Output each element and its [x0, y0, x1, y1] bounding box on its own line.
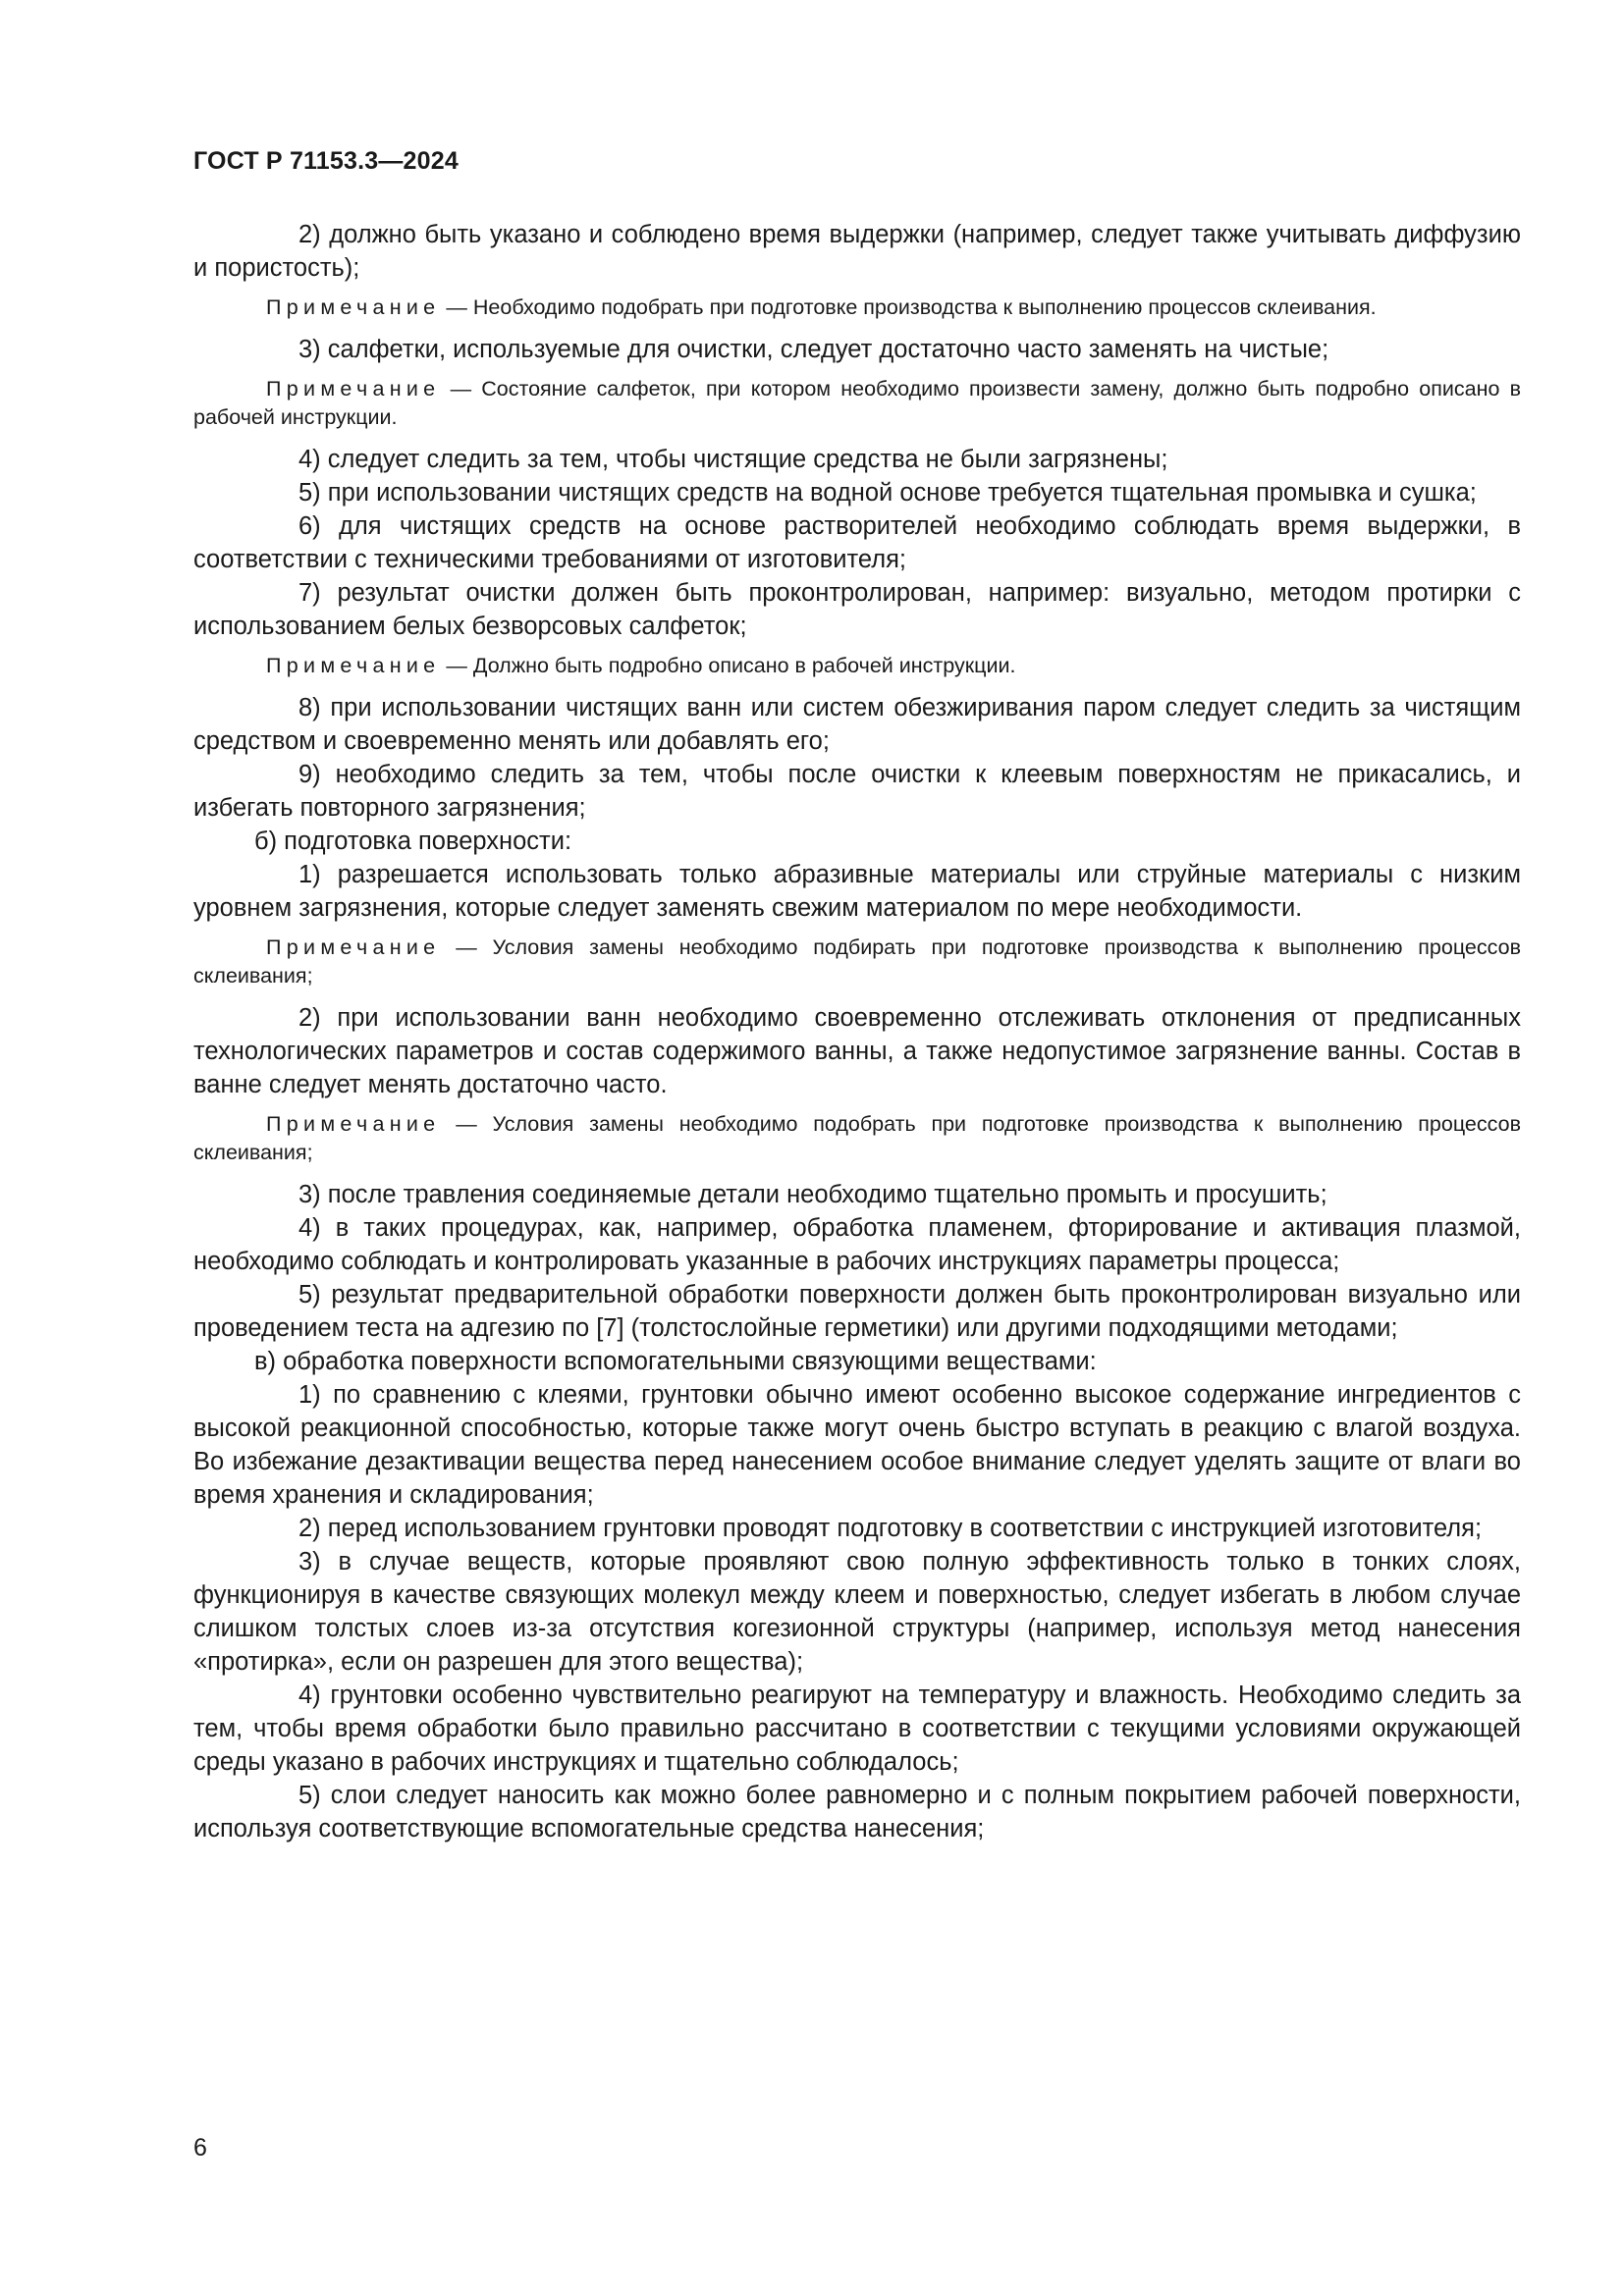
paragraph: 3) в случае веществ, которые проявляют свою полную эффективность только в тонких слоях, функционируя в качестве связующих молекул между клеем и поверхностью, следует избегать в любом случае слишком толстых слоев из-за отсутствия когезионной структуры (например, используя метод нанесения «протирка», если он разрешен для этого вещества);	[193, 1548, 1521, 1676]
note	[193, 375, 1521, 432]
note	[193, 1110, 1521, 1167]
paragraph: 2) должно быть указано и соблюдено время выдержки (например, следует также учитывать диффузию и пористость);	[193, 221, 1521, 282]
note-text: — Состояние салфеток, при котором необходимо произвести замену, должно быть подробно описано в рабочей инструкции.	[193, 377, 1521, 429]
paragraph: 5) при использовании чистящих средств на водной основе требуется тщательная промывка и сушка;	[298, 479, 1477, 507]
note-label: Примечание	[266, 1112, 441, 1136]
paragraph: 4) в таких процедурах, как, например, обработка пламенем, фторирование и активация плазмой, необходимо соблюдать и контролировать указанные в рабочих инструкциях параметры процесса;	[193, 1214, 1521, 1275]
paragraph: 1) по сравнению с клеями, грунтовки обычно имеют особенно высокое содержание ингредиентов с высокой реакционной способностью, которые также могут очень быстро вступать в реакцию с влагой воздуха. Во избежание дезактивации вещества перед нанесением особое внимание следует уделять защите от влаги во время хранения и складирования;	[193, 1381, 1521, 1509]
note-label: Примечание	[266, 654, 441, 677]
paragraph: 9) необходимо следить за тем, чтобы после очистки к клеевым поверхностям не прикасались, и избегать повторного загрязнения;	[193, 761, 1521, 822]
paragraph: 4) грунтовки особенно чувствительно реагируют на температуру и влажность. Необходимо следить за тем, чтобы время обработки было правильно рассчитано в соответствии с текущими условиями окружающей среды указано в рабочих инструкциях и тщательно соблюдалось;	[193, 1682, 1521, 1776]
document-body	[193, 218, 1521, 1845]
note-label: Примечание	[266, 295, 441, 319]
note-label: Примечание	[266, 377, 441, 400]
paragraph: 4) следует следить за тем, чтобы чистящие средства не были загрязнены;	[298, 446, 1168, 473]
note-text: — Условия замены необходимо подобрать при подготовке производства к выполнению процессов склеивания;	[193, 1112, 1521, 1164]
page-number: 6	[193, 2134, 207, 2162]
paragraph: 5) слои следует наносить как можно более равномерно и с полным покрытием рабочей поверхности, используя соответствующие вспомогательные средства нанесения;	[193, 1782, 1521, 1842]
paragraph: 2) перед использованием грунтовки проводят подготовку в соответствии с инструкцией изготовителя;	[298, 1515, 1483, 1542]
note-text: — Должно быть подробно описано в рабочей инструкции.	[440, 654, 1016, 677]
subsection-heading: в) обработка поверхности вспомогательными связующими веществами:	[254, 1348, 1097, 1375]
note-label: Примечание	[266, 935, 441, 959]
note	[193, 652, 1521, 680]
paragraph: 2) при использовании ванн необходимо своевременно отслеживать отклонения от предписанных технологических параметров и состав содержимого ванны, а также недопустимое загрязнение ванны. Состав в ванне следует менять достаточно часто.	[193, 1004, 1521, 1098]
note	[193, 934, 1521, 990]
subsection-heading: б) подготовка поверхности:	[254, 828, 572, 855]
paragraph: 5) результат предварительной обработки поверхности должен быть проконтролирован визуально или проведением теста на адгезию по [7] (толстослойные герметики) или другими подходящими методами;	[193, 1281, 1521, 1342]
paragraph: 3) салфетки, используемые для очистки, следует достаточно часто заменять на чистые;	[298, 336, 1329, 363]
paragraph: 3) после травления соединяемые детали необходимо тщательно промыть и просушить;	[298, 1181, 1327, 1208]
paragraph: 1) разрешается использовать только абразивные материалы или струйные материалы с низким уровнем загрязнения, которые следует заменять свежим материалом по мере необходимости.	[193, 861, 1521, 922]
paragraph: 8) при использовании чистящих ванн или систем обезжиривания паром следует следить за чистящим средством и своевременно менять или добавлять его;	[193, 694, 1521, 755]
note-text: — Необходимо подобрать при подготовке производства к выполнению процессов склеивания.	[440, 295, 1377, 319]
paragraph: 6) для чистящих средств на основе растворителей необходимо соблюдать время выдержки, в соответствии с техническими требованиями от изготовителя;	[193, 512, 1521, 573]
note	[193, 294, 1521, 322]
paragraph: 7) результат очистки должен быть проконтролирован, например: визуально, методом протирки с использованием белых безворсовых салфеток;	[193, 579, 1521, 640]
note-text: — Условия замены необходимо подбирать при подготовке производства к выполнению процессов склеивания;	[193, 935, 1521, 988]
document-header: ГОСТ Р 71153.3—2024	[193, 147, 459, 175]
